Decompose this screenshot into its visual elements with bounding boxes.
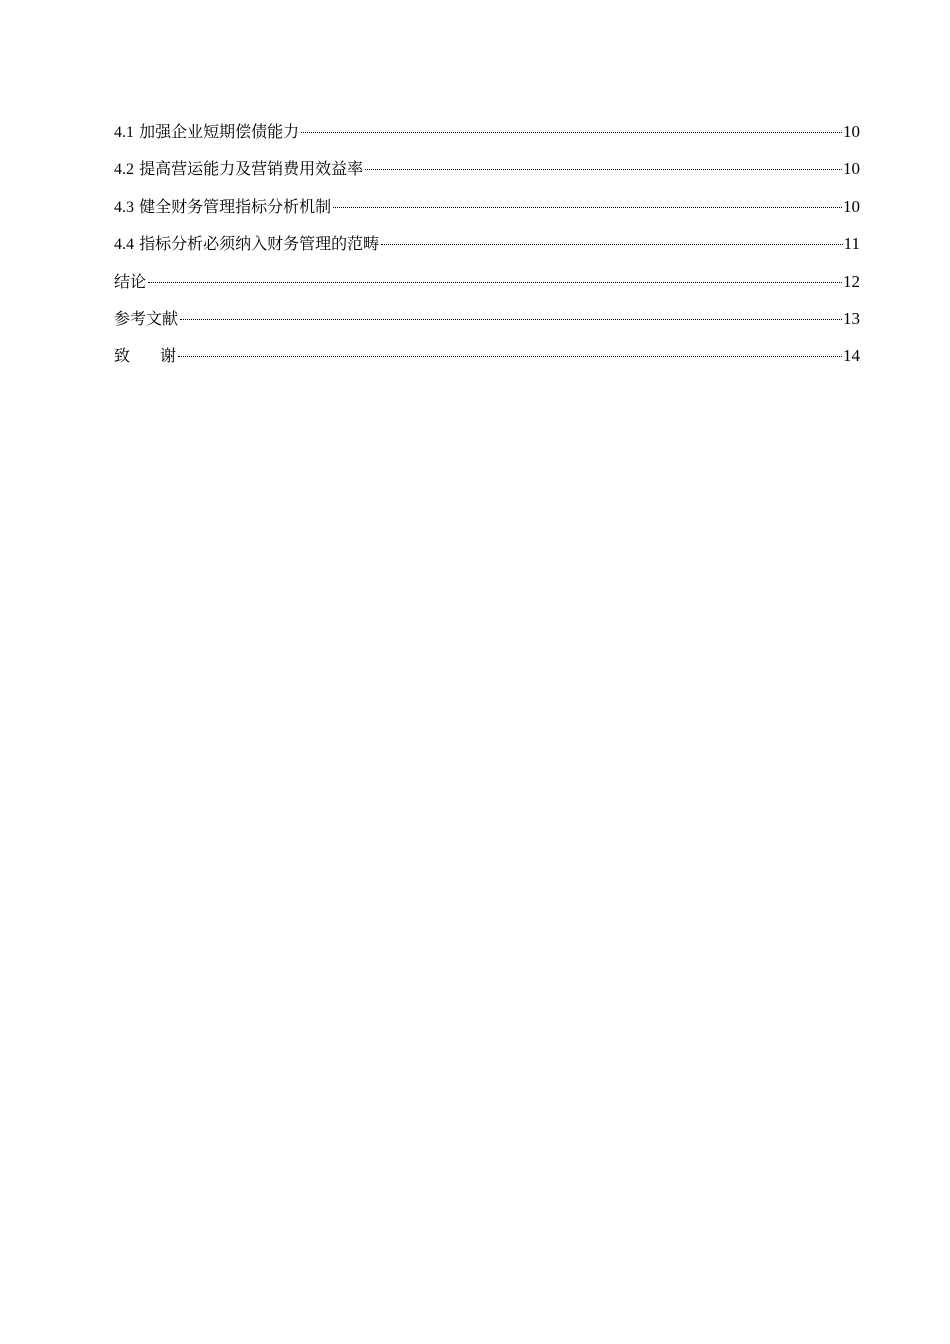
toc-entry-conclusion[interactable] (114, 270, 860, 307)
toc-entry-4-1[interactable] (114, 120, 860, 157)
toc-leader-dots (333, 207, 842, 208)
toc-entry-references[interactable] (114, 307, 860, 344)
toc-entry-text-second: 谢 (160, 346, 177, 366)
toc-page-number: 10 (843, 196, 860, 216)
toc-entry-text: 指标分析必须纳入财务管理的范畴 (139, 234, 380, 254)
toc-entry-number: 4.4 (114, 236, 134, 254)
toc-entry-number: 4.3 (114, 198, 134, 216)
toc-entry-4-2[interactable] (114, 157, 860, 194)
toc-entry-acknowledgements[interactable] (114, 344, 860, 381)
toc-entry-4-4[interactable] (114, 232, 860, 269)
toc-page-number: 13 (843, 308, 860, 328)
toc-entry-title (114, 120, 299, 145)
toc-entry-number: 4.1 (114, 124, 134, 141)
toc-leader-dots (148, 282, 842, 283)
toc-page-number: 10 (843, 159, 860, 179)
toc-leader-dots (178, 356, 842, 357)
toc-entry-number: 4.2 (114, 161, 134, 179)
toc-leader-dots (365, 169, 842, 170)
toc-page-number: 14 (843, 346, 860, 366)
toc-entry-text: 参考文献 (114, 308, 179, 328)
toc-entry-title (114, 157, 363, 182)
toc-leader-dots (180, 319, 842, 320)
toc-entry-text: 加强企业短期偿债能力 (139, 122, 300, 141)
toc-page-number: 12 (843, 271, 860, 291)
toc-page-number: 11 (843, 234, 860, 254)
toc-entry-title (114, 232, 379, 257)
toc-entry-text: 提高营运能力及营销费用效益率 (139, 159, 364, 179)
toc-page-number: 10 (843, 122, 860, 141)
toc-entry-text: 健全财务管理指标分析机制 (139, 196, 332, 216)
toc-leader-dots (301, 132, 842, 133)
toc-entry-text-first: 致 (114, 346, 131, 366)
table-of-contents (114, 120, 860, 382)
toc-leader-dots (381, 244, 843, 245)
toc-entry-title (114, 195, 331, 220)
toc-entry-4-3[interactable] (114, 195, 860, 232)
toc-entry-title (114, 344, 176, 368)
toc-entry-text: 结论 (114, 271, 147, 291)
